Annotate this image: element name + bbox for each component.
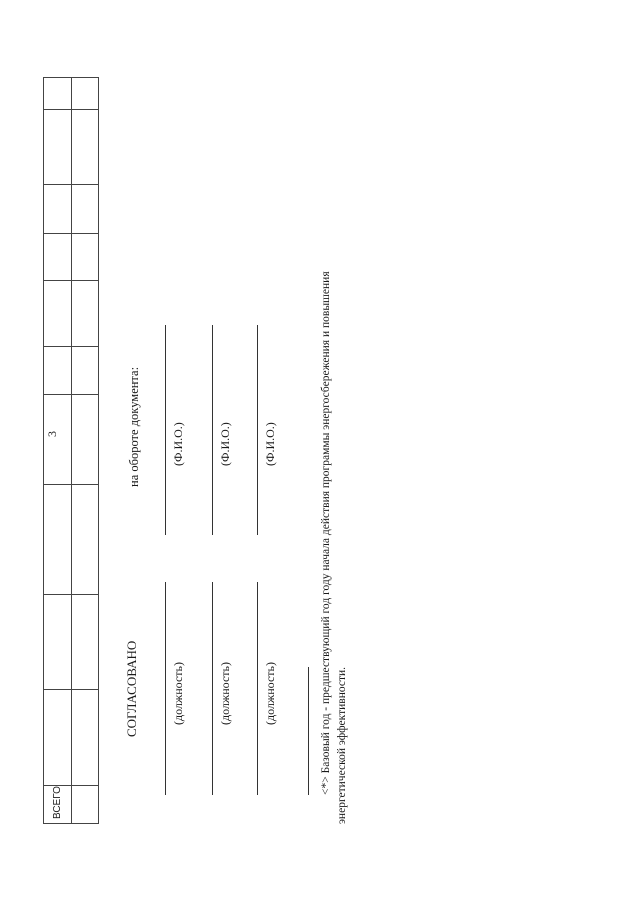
name-caption-1: (Ф.И.О.): [171, 422, 185, 466]
position-line-3: [257, 582, 258, 795]
position-caption-2: (должность): [218, 662, 232, 725]
name-line-3: [257, 325, 258, 535]
name-line-1: [165, 325, 166, 535]
page-number: 3: [45, 431, 59, 437]
position-caption-1: (должность): [171, 662, 185, 725]
position-line-2: [212, 582, 213, 795]
total-label: ВСЕГО: [44, 786, 72, 824]
position-caption-3: (должность): [263, 662, 277, 725]
approval-note: на обороте документа:: [127, 366, 141, 487]
footnote-separator: [308, 667, 309, 795]
name-line-2: [212, 325, 213, 535]
footnote-line-1: <*> Базовый год - предшествующий год году начала действия программы энергосбережения и повышения: [320, 271, 332, 795]
name-caption-2: (Ф.И.О.): [218, 422, 232, 466]
approval-heading: СОГЛАСОВАНО: [124, 640, 139, 737]
summary-table: [43, 77, 99, 824]
footnote-line-2: энергетической эффективности.: [336, 666, 348, 824]
table-row: [72, 78, 99, 824]
name-caption-3: (Ф.И.О.): [263, 422, 277, 466]
table-row: [44, 78, 72, 824]
position-line-1: [165, 582, 166, 795]
